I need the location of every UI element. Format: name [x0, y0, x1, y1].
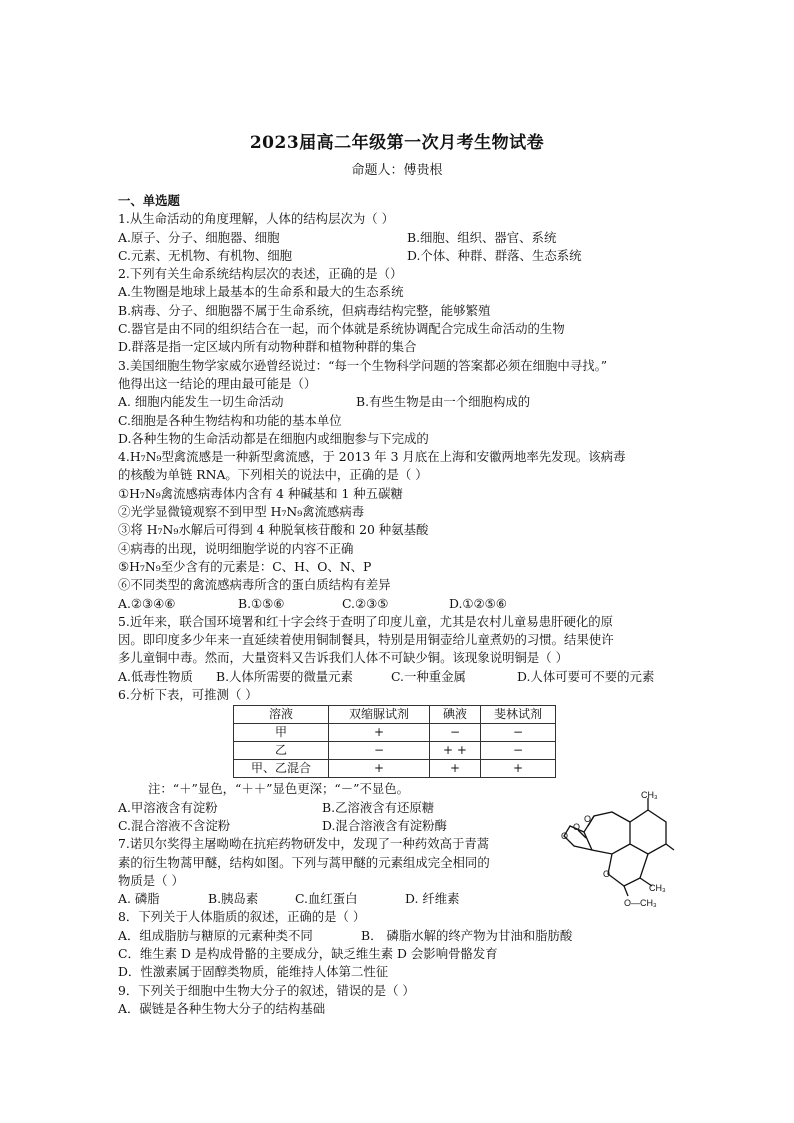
q7-option-d: D. 纤维素 [405, 891, 460, 907]
molecule-bonds [564, 798, 674, 896]
q1-option-c: C.元素、无机物、有机物、细胞 [118, 247, 293, 263]
q4-stem-line1: 4.H₇N₉型禽流感是一种新型禽流感，于 2013 年 3 月底在上海和安徽两地率先发现。该病毒 [118, 449, 626, 465]
q5-option-b: B.人体所需要的微量元素 [216, 668, 353, 684]
q2-stem: 2.下列有关生命系统结构层次的表述，正确的是（） [118, 266, 403, 282]
page-title: 2023届高二年级第一次月考生物试卷 [249, 133, 545, 153]
q4-statement-2: ②光学显微镜观察不到甲型 H₇N₉禽流感病毒 [118, 504, 365, 520]
table-cell: 甲 [234, 724, 329, 742]
methoxy-label: O—CH₃ [624, 898, 657, 908]
q5-option-d: D.人体可要可不要的元素 [517, 668, 655, 684]
q6-option-c: C.混合溶液不含淀粉 [118, 817, 231, 833]
methyl-label-top: CH₃ [641, 790, 658, 800]
q3-stem-line1: 3.美国细胞生物学家威尔逊曾经说过：“每一个生物科学问题的答案都必须在细胞中寻找。” [118, 357, 608, 373]
atom-o-label: O [584, 814, 592, 824]
table-cell: − [329, 742, 430, 760]
table-header-cell: 双缩脲试剂 [329, 706, 430, 724]
q2-option-c: C.器官是由不同的组织结合在一起，而个体就是系统协调配合完成生命活动的生物 [118, 321, 565, 337]
q6-reagent-table [233, 705, 556, 778]
q8-option-b: B． 磷脂水解的终产物为甘油和脂肪酸 [361, 927, 573, 943]
table-cell: − [430, 724, 481, 742]
q4-statement-6: ⑥不同类型的禽流感病毒所含的蛋白质结构有差异 [118, 577, 391, 593]
table-cell: 甲、乙混合 [234, 760, 329, 778]
q7-option-b: B.胰岛素 [208, 891, 259, 907]
q1-option-d: D.个体、种群、群落、生态系统 [407, 247, 582, 263]
atom-o-label: O [561, 831, 569, 841]
author-line: 命题人：傅贵根 [351, 163, 443, 178]
q6-note: 注：“＋”显色，“＋＋”显色更深；“－”不显色。 [148, 781, 410, 797]
q4-stem-line2: 的核酸为单链 RNA。下列相关的说法中，正确的是（ ） [118, 467, 428, 483]
q4-option-b: B.①⑤⑥ [238, 595, 285, 611]
table-row [234, 724, 556, 742]
q4-option-a: A.②③④⑥ [118, 595, 176, 611]
q4-statement-1: ①H₇N₉禽流感病毒体内含有 4 种碱基和 1 种五碳糖 [118, 485, 403, 501]
q7-option-c: C.血红蛋白 [295, 891, 358, 907]
q5-stem-line3: 多儿童铜中毒。然而，大量资料又告诉我们人体不可缺少铜。该现象说明铜是（ ） [118, 650, 569, 666]
table-cell: + [329, 724, 430, 742]
q3-options-row1 [118, 393, 678, 411]
q6-option-d: D.混合溶液含有淀粉酶 [322, 817, 447, 833]
q3-stem-line2: 他得出这一结论的理由最可能是（） [118, 375, 317, 391]
q7-stem-line2: 素的衍生物蒿甲醚，结构如图。下列与蒿甲醚的元素组成完全相同的 [118, 854, 490, 870]
q4-statement-4: ④病毒的出现，说明细胞学说的内容不正确 [118, 540, 354, 556]
table-row [234, 742, 556, 760]
q5-stem-line2: 因。即印度多少年来一直延续着使用铜制餐具，特别是用铜壶给儿童煮奶的习惯。结果使许 [118, 632, 614, 648]
q2-option-a: A.生物圈是地球上最基本的生命系和最大的生态系统 [118, 284, 404, 300]
molecule-atom-labels [561, 790, 666, 908]
q1-options-row2 [118, 247, 678, 265]
q2-option-d: D.群落是指一定区域内所有动物种群和植物种群的集合 [118, 339, 417, 355]
q5-option-c: C.一种重金属 [391, 668, 466, 684]
q6-option-b: B.乙溶液含有还原糖 [322, 799, 435, 815]
atom-o-label: O [603, 869, 611, 879]
q8-options-row1 [118, 927, 678, 945]
q4-option-c: C.②③⑤ [342, 595, 389, 611]
table-header-row [234, 706, 556, 724]
q1-option-a: A.原子、分子、细胞器、细胞 [118, 229, 280, 245]
q4-options-row [118, 595, 678, 613]
q8-option-a: A．组成脂肪与糖原的元素种类不同 [118, 927, 313, 943]
table-row [234, 760, 556, 778]
table-header-cell: 碘液 [430, 706, 481, 724]
q7-stem-line1: 7.诺贝尔奖得主屠呦呦在抗疟药物研发中，发现了一种药效高于青蒿 [118, 836, 490, 852]
q3-option-a: A. 细胞内能发生一切生命活动 [118, 394, 284, 410]
atom-o-label: O [573, 822, 581, 832]
q7-option-a: A. 磷脂 [118, 891, 160, 907]
table-cell: 乙 [234, 742, 329, 760]
q4-statement-3: ③将 H₇N₉水解后可得到 4 种脱氧核苷酸和 20 种氨基酸 [118, 522, 429, 538]
q5-stem-line1: 5.近年来，联合国环境署和红十字会终于查明了印度儿童，尤其是农村儿童易患肝硬化的原 [118, 613, 614, 629]
q8-option-c: C．维生素 D 是构成骨骼的主要成分，缺乏维生素 D 会影响骨骼发育 [118, 945, 498, 961]
q4-option-d: D.①②⑤⑥ [449, 595, 507, 611]
table-cell: + + [430, 742, 481, 760]
q9-option-a: A．碳链是各种生物大分子的结构基础 [118, 1000, 326, 1016]
q7-stem-line3: 物质是（ ） [118, 872, 184, 888]
table-header-cell: 斐林试剂 [481, 706, 556, 724]
q5-option-a: A.低毒性物质 [118, 668, 193, 684]
q8-stem: 8．下列关于人体脂质的叙述，正确的是（ ） [118, 909, 366, 925]
q1-stem: 1.从生命活动的角度理解，人体的结构层次为（ ） [118, 211, 394, 227]
artemether-structure-figure [548, 790, 680, 908]
q2-option-b: B.病毒、分子、细胞器不属于生命系统，但病毒结构完整，能够繁殖 [118, 302, 491, 318]
q3-option-d: D.各种生物的生命活动都是在细胞内或细胞参与下完成的 [118, 430, 429, 446]
table-cell: − [481, 742, 556, 760]
table-cell: + [430, 760, 481, 778]
q6-option-a: A.甲溶液含有淀粉 [118, 799, 218, 815]
q5-options-row [118, 668, 678, 686]
table-cell: + [329, 760, 430, 778]
table-cell: + [481, 760, 556, 778]
section-heading: 一、单选题 [118, 193, 180, 208]
q9-stem: 9．下列关于细胞中生物大分子的叙述，错误的是（ ） [118, 982, 415, 998]
q8-option-d: D．性激素属于固醇类物质，能维持人体第二性征 [118, 964, 389, 980]
q1-option-b: B.细胞、组织、器官、系统 [407, 229, 557, 245]
q1-options-row1 [118, 229, 678, 247]
table-cell: − [481, 724, 556, 742]
methyl-label-right: CH₃ [649, 883, 666, 893]
q3-option-b: B.有些生物是由一个细胞构成的 [356, 394, 531, 410]
q6-stem: 6.分析下表，可推测（ ） [118, 687, 258, 703]
q3-option-c: C.细胞是各种生物结构和功能的基本单位 [118, 412, 342, 428]
q4-statement-5: ⑤H₇N₉至少含有的元素是：C、H、O、N、P [118, 558, 372, 574]
table-header-cell: 溶液 [234, 706, 329, 724]
